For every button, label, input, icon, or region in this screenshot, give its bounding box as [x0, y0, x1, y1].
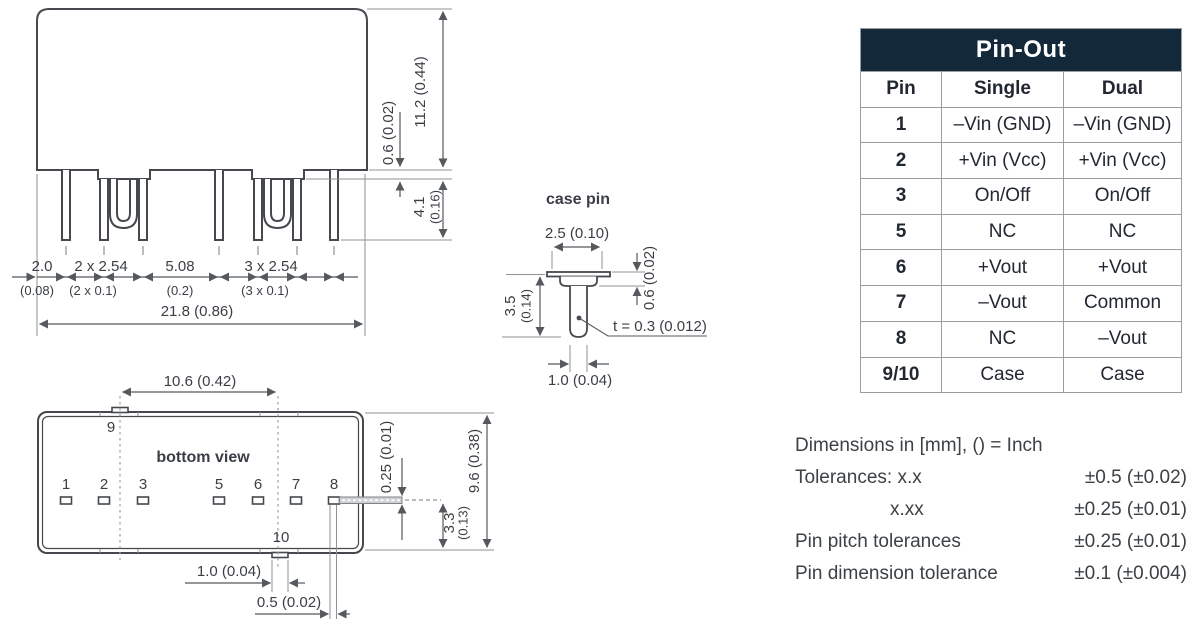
- pin-pad: [138, 497, 149, 504]
- case-pin-detail: [502, 191, 707, 389]
- case-pin-u: [264, 179, 291, 228]
- dim-length-mm: 3.5: [501, 295, 519, 317]
- pin-pad: [99, 497, 110, 504]
- dim-tab-width: 1.0 (0.04): [196, 563, 262, 580]
- tolerance-label: x.xx: [890, 499, 924, 520]
- tolerance-row: [795, 558, 1187, 590]
- cell-pin: 6: [895, 256, 907, 278]
- pin-pad: [291, 497, 302, 504]
- dim-pin-thickness: 0.25 (0.01): [377, 420, 395, 494]
- dim-pin-row-offset-mm: 3.3: [440, 512, 458, 534]
- tolerance-row: [795, 462, 1187, 494]
- thickness-note: t = 0.3 (0.012): [613, 318, 707, 335]
- dim-pitch2-mm: 2 x 2.54: [74, 258, 128, 275]
- cell-pin: 7: [895, 292, 907, 314]
- pin-label: 2: [99, 476, 109, 493]
- cell-dual: Common: [1063, 286, 1181, 321]
- cell-pin: 3: [895, 185, 907, 207]
- case-pin-shoulder: [560, 277, 597, 287]
- cell-dual: Case: [1063, 358, 1181, 393]
- pin-label: 6: [253, 476, 263, 493]
- cell-pin: 9/10: [882, 363, 920, 385]
- cell-dual: NC: [1063, 215, 1181, 250]
- dim-pitch3-inch: (3 x 0.1): [241, 283, 289, 298]
- dimension-notes: [795, 430, 1187, 590]
- cell-pin: 2: [895, 149, 907, 171]
- dim-length-inch: (0.14): [518, 289, 534, 323]
- bottom-view: [38, 373, 494, 619]
- dimension-lines: [540, 247, 637, 364]
- col-header-pin: Pin: [886, 78, 916, 100]
- dim-edge-pin1-inch: (0.08): [20, 283, 54, 298]
- pin: [293, 179, 301, 240]
- tolerance-value: ±0.25 (±0.01): [1074, 499, 1187, 520]
- case-pin-title: case pin: [545, 191, 611, 208]
- table-row: [861, 321, 1181, 357]
- pin-pad: [214, 497, 225, 504]
- pin-pad: [329, 497, 340, 504]
- table-row: [861, 142, 1181, 178]
- case-pin-shaft: [570, 286, 587, 337]
- cell-single: –Vout: [941, 286, 1063, 321]
- module-body: [37, 9, 367, 179]
- units-note: Dimensions in [mm], () = Inch: [795, 435, 1043, 456]
- dim-case-pin-pitch: 10.6 (0.42): [163, 373, 237, 390]
- tolerance-label: Pin dimension tolerance: [795, 563, 998, 584]
- cell-pin: 5: [895, 221, 907, 243]
- pin-pad: [61, 497, 72, 504]
- bottom-view-title: bottom view: [156, 449, 250, 466]
- dim-standoff: 0.6 (0.02): [379, 100, 397, 166]
- pin: [100, 179, 108, 240]
- dim-pin-length-mm: 4.1: [410, 196, 428, 218]
- col-header-dual: Dual: [1063, 72, 1181, 107]
- tolerance-value: ±0.25 (±0.01): [1074, 531, 1187, 552]
- tolerance-row: [795, 526, 1187, 558]
- pin: [62, 170, 70, 240]
- cell-single: +Vin (Vcc): [941, 143, 1063, 178]
- table-row: [861, 107, 1181, 143]
- table-row: [861, 285, 1181, 321]
- pin-center-ticks: [66, 246, 334, 255]
- cell-pin: 8: [895, 328, 907, 350]
- table-row: [861, 178, 1181, 214]
- pin: [215, 170, 223, 240]
- col-header-single: Single: [941, 72, 1063, 107]
- dim-tip-width: 1.0 (0.04): [547, 372, 613, 389]
- pin-label: 3: [138, 476, 148, 493]
- dim-body-depth: 9.6 (0.38): [465, 428, 483, 494]
- tolerance-value: ±0.1 (±0.004): [1074, 563, 1187, 584]
- pin-label: 1: [61, 476, 71, 493]
- pinout-table: [860, 28, 1182, 393]
- cell-dual: –Vin (GND): [1063, 108, 1181, 143]
- pin-label: 8: [329, 476, 339, 493]
- cell-single: Case: [941, 358, 1063, 393]
- pin9-label: 9: [106, 419, 116, 436]
- cell-dual: –Vout: [1063, 322, 1181, 357]
- side-view: [12, 9, 452, 336]
- dim-pitch2-inch: (2 x 0.1): [69, 283, 117, 298]
- pin: [139, 179, 147, 240]
- case-pin-u: [110, 179, 137, 228]
- cell-dual: +Vin (Vcc): [1063, 143, 1181, 178]
- cell-single: NC: [941, 322, 1063, 357]
- pinout-table-title: Pin-Out: [861, 29, 1181, 71]
- table-row: [861, 249, 1181, 285]
- pin-pad: [253, 497, 264, 504]
- dim-gap-mm: 5.08: [165, 258, 195, 275]
- cell-single: –Vin (GND): [941, 108, 1063, 143]
- tolerance-label: Pin pitch tolerances: [795, 531, 961, 552]
- pinout-header-row: [861, 71, 1181, 107]
- cell-single: +Vout: [941, 250, 1063, 285]
- dim-shoulder-height: 0.6 (0.02): [640, 245, 658, 311]
- dim-gap-inch: (0.2): [166, 283, 194, 298]
- dim-pin-width: 0.5 (0.02): [256, 594, 322, 611]
- pin-label: 5: [214, 476, 224, 493]
- dim-edge-pin1-mm: 2.0: [31, 258, 53, 275]
- tolerance-value: ±0.5 (±0.02): [1084, 467, 1187, 488]
- dim-pin-length-inch: (0.16): [427, 190, 443, 224]
- pin10-tab: [272, 553, 288, 558]
- cell-pin: 1: [895, 114, 907, 136]
- case-outline-outer: [38, 412, 363, 553]
- pin-label: 7: [291, 476, 301, 493]
- dim-pin-row-offset-inch: (0.13): [455, 506, 471, 540]
- tolerance-label: Tolerances: x.x: [795, 467, 922, 488]
- dim-body-width: 21.8 (0.86): [160, 303, 234, 320]
- cell-dual: +Vout: [1063, 250, 1181, 285]
- table-row: [861, 214, 1181, 250]
- pin: [330, 170, 338, 240]
- dim-body-height: 11.2 (0.44): [411, 56, 429, 128]
- case-pin-flange: [547, 272, 610, 277]
- dim-flange-width: 2.5 (0.10): [544, 225, 610, 242]
- cell-single: NC: [941, 215, 1063, 250]
- cell-single: On/Off: [941, 179, 1063, 214]
- pin: [254, 179, 262, 240]
- table-row: [861, 357, 1181, 393]
- dim-pitch3-mm: 3 x 2.54: [244, 258, 298, 275]
- cell-dual: On/Off: [1063, 179, 1181, 214]
- tolerance-row: [795, 494, 1187, 526]
- pin10-label: 10: [272, 529, 290, 546]
